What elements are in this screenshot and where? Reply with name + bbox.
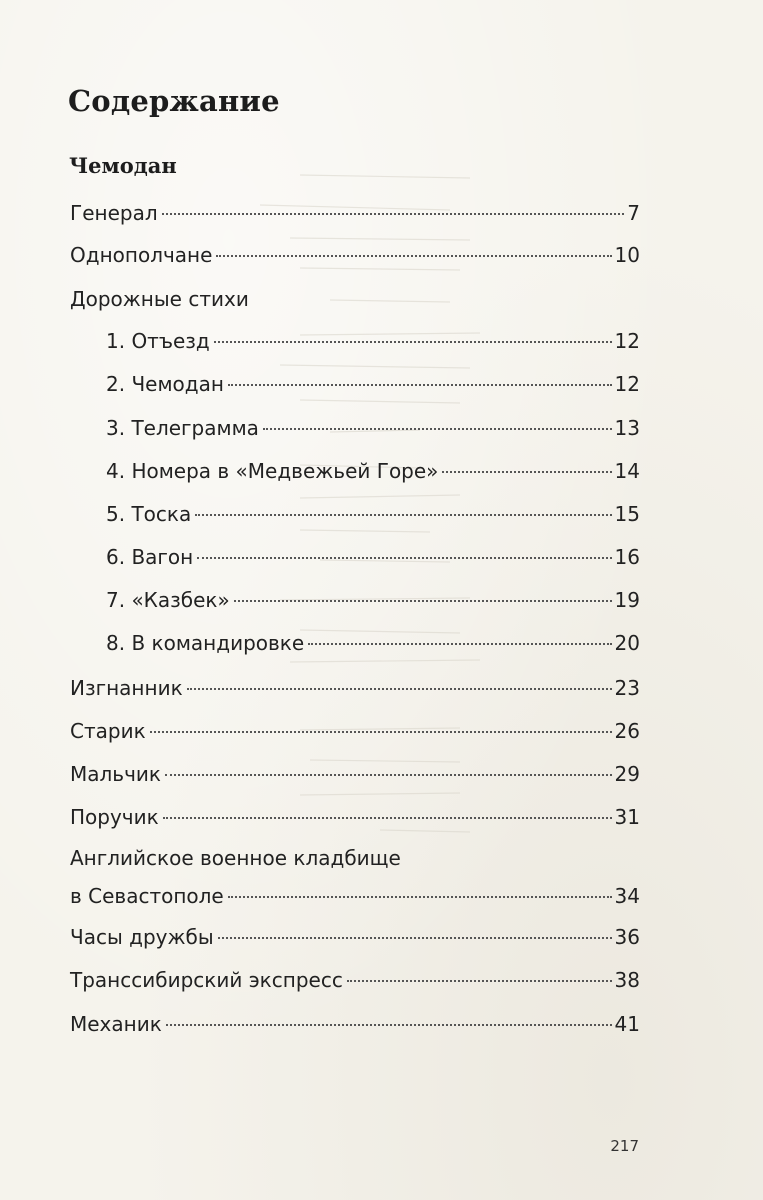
toc-entry-page: 12 [614, 329, 640, 353]
toc-entry-title: Дорожные стихи [70, 287, 249, 311]
page-number: 217 [610, 1137, 639, 1155]
toc-entry-page: 41 [614, 1012, 640, 1036]
toc-entry-second-line [70, 884, 640, 908]
dot-leader [166, 1024, 612, 1026]
toc-entry-title: 7. «Казбек» [106, 588, 230, 612]
toc-entry-page: 23 [614, 676, 640, 700]
dot-leader [308, 643, 611, 645]
toc-entry-title: 5. Тоска [106, 502, 192, 526]
dot-leader [162, 213, 625, 215]
toc-entry-title-line2: в Севастополе [70, 884, 224, 908]
toc-entry-title: Часы дружбы [70, 925, 214, 949]
toc-entry [70, 925, 640, 949]
dot-leader [218, 937, 612, 939]
toc-entry [70, 201, 640, 225]
toc-entry-title: 2. Чемодан [106, 372, 224, 396]
toc-subentry [106, 631, 640, 655]
toc-entry [70, 762, 640, 786]
toc-entry-page: 34 [614, 884, 640, 908]
part-title: Чемодан [69, 153, 177, 178]
toc-entry-page: 15 [614, 502, 640, 526]
toc-entry-page: 13 [614, 416, 640, 440]
toc-subentry [106, 372, 640, 396]
toc-entry-title: Изгнанник [70, 676, 183, 700]
toc-entry-page: 29 [614, 762, 640, 786]
toc-entry-page: 38 [614, 968, 640, 992]
toc-entry [70, 676, 640, 700]
toc-entry-page: 36 [614, 925, 640, 949]
toc-entry-title: 8. В командировке [106, 631, 305, 655]
toc-entry-title: Транссибирский экспресс [70, 968, 343, 992]
toc-subentry [106, 329, 640, 353]
dot-leader [163, 817, 612, 819]
toc-section-label [70, 287, 640, 311]
toc-entry-page: 19 [614, 588, 640, 612]
toc-entry [70, 968, 640, 992]
toc-entry-page: 14 [614, 459, 640, 483]
toc-entry-title: Генерал [70, 201, 158, 225]
dot-leader [228, 384, 612, 386]
toc-entry-title-line1: Английское военное кладбище [70, 846, 401, 870]
toc-entry [70, 1012, 640, 1036]
dot-leader [263, 428, 612, 430]
dot-leader [234, 600, 612, 602]
toc-entry-title: Однополчане [70, 243, 213, 267]
toc-entry-multiline [70, 846, 640, 908]
toc-subentry [106, 502, 640, 526]
toc-entry-title: Старик [70, 719, 146, 743]
toc-entry [70, 805, 640, 829]
toc-entry-title: Мальчик [70, 762, 161, 786]
toc-subentry [106, 416, 640, 440]
toc-subentry [106, 545, 640, 569]
dot-leader [197, 557, 611, 559]
toc-entry [70, 243, 640, 267]
toc-entry-page: 20 [614, 631, 640, 655]
dot-leader [165, 774, 612, 776]
toc-entry-title: 3. Телеграмма [106, 416, 259, 440]
dot-leader [214, 341, 612, 343]
toc-subentry [106, 588, 640, 612]
toc-subentry [106, 459, 640, 483]
dot-leader [150, 731, 612, 733]
dot-leader [216, 255, 611, 257]
dot-leader [195, 514, 611, 516]
dot-leader [442, 471, 611, 473]
toc-entry-page: 16 [614, 545, 640, 569]
toc-entry [70, 719, 640, 743]
dot-leader [187, 688, 612, 690]
toc-entry-page: 26 [614, 719, 640, 743]
toc-entry-title: Поручик [70, 805, 159, 829]
toc-heading: Содержание [68, 84, 280, 118]
toc-entry-page: 31 [614, 805, 640, 829]
toc-entry-title: 4. Номера в «Медвежьей Горе» [106, 459, 439, 483]
toc-entry-page: 12 [614, 372, 640, 396]
toc-entry-title: Механик [70, 1012, 162, 1036]
dot-leader [228, 896, 612, 898]
dot-leader [347, 980, 612, 982]
toc-entry-page: 7 [627, 201, 640, 225]
toc-entry-title: 6. Вагон [106, 545, 194, 569]
toc-entry-page: 10 [614, 243, 640, 267]
toc-entry-title: 1. Отъезд [106, 329, 210, 353]
